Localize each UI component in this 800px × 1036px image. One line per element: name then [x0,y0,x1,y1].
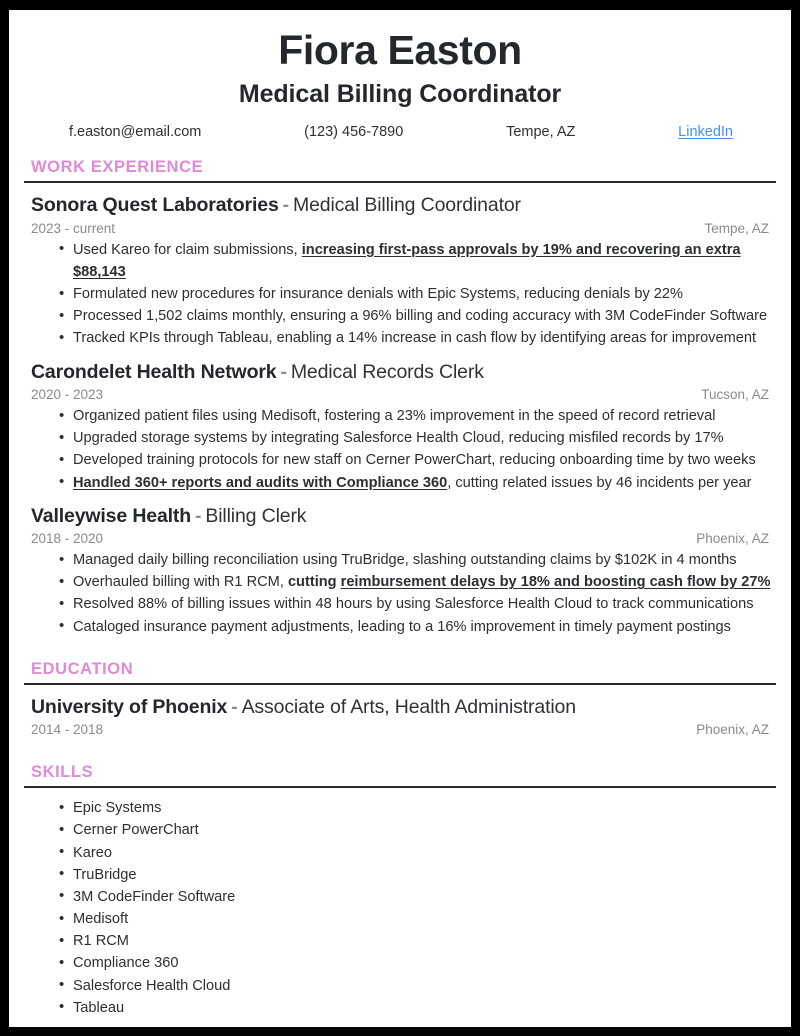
section-divider [24,683,776,685]
bullet-text-plain: Cataloged insurance payment adjustments, leading to a 16% improvement in timely payment postings [73,618,731,635]
work-entry-heading [31,194,777,216]
section-title-education: EDUCATION [31,659,134,678]
skills-list [23,797,777,1019]
education-entry-heading [31,696,777,718]
education-entry-meta [31,722,769,737]
work-entry-bullets [23,239,777,350]
skill-item: • Medisoft [59,908,777,930]
entry-separator: - [195,504,202,527]
education-entry-degree: Associate of Arts, Health Administration [241,695,576,718]
work-entry-meta [31,221,769,236]
bullet-text-plain: Formulated new procedures for insurance denials with Epic Systems, reducing denials by 22% [73,286,684,303]
section-work-experience [23,158,777,638]
work-entry-organization: Sonora Quest Laboratories [31,194,279,217]
bullet-text-plain: Used Kareo for claim submissions, [73,241,302,258]
entry-separator: - [280,360,287,383]
bullet-text-plain: Resolved 88% of billing issues within 48 hours by using Salesforce Health Cloud to track communications [73,596,754,613]
bullet-text-plain: , cutting related issues by 46 incidents per year [447,474,752,491]
bullet-item [59,472,777,494]
bullet-text-highlight: Handled 360+ reports and audits with Compliance 360 [73,474,448,491]
work-entry-bullets [23,549,777,638]
bullet-text-plain: Upgraded storage systems by integrating Salesforce Health Cloud, reducing misfiled records by 17% [73,430,724,447]
work-entry-heading [31,505,777,527]
work-entry-role: Medical Records Clerk [290,360,484,383]
bullet-item [59,449,777,471]
work-entry-heading [31,361,777,383]
skill-item: • Epic Systems [59,797,777,819]
section-divider [24,786,776,788]
skill-item: • Cerner PowerChart [59,819,777,841]
contact-linkedin-link[interactable]: LinkedIn [678,124,733,141]
skill-item: • Compliance 360 [59,952,777,974]
skill-item: • Salesforce Health Cloud [59,975,777,997]
work-entry-location: Phoenix, AZ [696,531,769,547]
bullet-text-plain: Overhauled billing with R1 RCM, [73,574,288,591]
work-entry-meta [31,531,769,546]
skill-item: • Tableau [59,997,777,1019]
bullet-text-plain: Organized patient files using Medisoft, fostering a 23% improvement in the speed of record retrieval [73,408,716,425]
bullet-text-plain: Processed 1,502 claims monthly, ensuring a 96% billing and coding accuracy with 3M CodeFinder Software [73,308,768,325]
bullet-item [59,283,777,305]
education-entry-location: Phoenix, AZ [696,722,769,738]
section-education [23,660,777,737]
bullet-text-plain: Managed daily billing reconciliation using TruBridge, slashing outstanding claims by $102K in 4 months [73,552,737,569]
work-entry [23,194,777,349]
bullet-item [59,593,777,615]
candidate-name: Fiora Easton [278,27,522,73]
work-entry-organization: Valleywise Health [31,504,192,527]
bullet-item [59,239,777,283]
candidate-headline: Medical Billing Coordinator [238,79,562,108]
bullet-item [59,571,777,593]
bullet-item [59,327,777,349]
bullet-text-highlight: increasing first-pass approvals by 19% and recovering an extra $88,143 [73,241,741,280]
bullet-item [59,549,777,571]
work-entry-dates: 2020 - 2023 [31,387,104,403]
resume-page [9,10,791,1027]
skill-item: • Kareo [59,842,777,864]
work-entry-role: Medical Billing Coordinator [292,194,521,217]
contact-phone[interactable]: (123) 456-7890 [304,124,404,141]
section-title-skills: SKILLS [31,763,94,782]
bullet-text-plain: Developed training protocols for new staff on Cerner PowerChart, reducing onboarding time by two weeks [73,452,756,469]
contact-row [69,124,733,140]
work-entry-role: Billing Clerk [205,504,307,527]
bullet-item [59,616,777,638]
work-entry [23,505,777,638]
entry-separator: - [282,194,289,217]
work-entry-organization: Carondelet Health Network [31,360,277,383]
skill-item: • R1 RCM [59,930,777,952]
section-title-work-experience: WORK EXPERIENCE [31,158,204,177]
section-divider [24,181,776,183]
skill-item: • 3M CodeFinder Software [59,886,777,908]
work-entry-dates: 2018 - 2020 [31,531,104,547]
section-skills [23,763,777,1019]
education-entry-dates: 2014 - 2018 [31,722,104,738]
bullet-item [59,427,777,449]
work-entry-bullets [23,405,777,494]
work-entry [23,361,777,494]
work-entry-location: Tucson, AZ [701,387,769,403]
bullet-text-bold: cutting [287,574,341,591]
work-entry-meta [31,387,769,402]
skill-item: • TruBridge [59,864,777,886]
bullet-item [59,305,777,327]
contact-location: Tempe, AZ [506,124,576,141]
work-entry-dates: 2023 - current [31,220,116,236]
contact-email[interactable]: f.easton@email.com [69,124,202,141]
bullet-item [59,405,777,427]
work-entry-location: Tempe, AZ [704,220,769,236]
entry-separator: - [231,695,238,718]
bullet-text-plain: Tracked KPIs through Tableau, enabling a 14% increase in cash flow by identifying areas for improvement [73,330,757,347]
education-entry [23,696,777,737]
resume-header [23,27,777,141]
bullet-text-highlight: reimbursement delays by 18% and boosting cash flow by 27% [340,574,771,591]
education-entry-school: University of Phoenix [31,695,228,718]
